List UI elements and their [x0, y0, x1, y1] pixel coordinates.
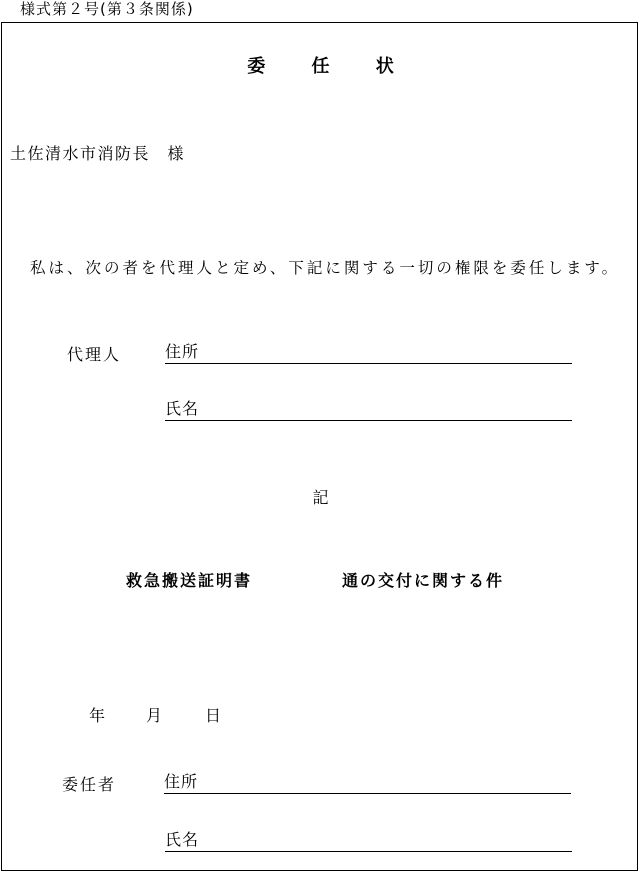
date-day-label: 日 [205, 706, 222, 725]
form-number-label: 様式第２号(第３条関係) [20, 0, 194, 18]
subject-issuance-text: 通の交付に関する件 [342, 571, 505, 590]
date-year-label: 年 [89, 706, 106, 725]
agent-name-field[interactable] [165, 400, 572, 421]
ki-heading: 記 [312, 488, 329, 507]
delegator-address-label: 住所 [164, 772, 199, 791]
agent-label: 代理人 [67, 345, 122, 364]
agent-address-field[interactable] [165, 343, 572, 364]
delegator-name-field[interactable] [165, 831, 572, 852]
delegator-name-label: 氏名 [165, 830, 200, 849]
agent-name-label: 氏名 [165, 399, 200, 418]
addressee: 土佐清水市消防長 様 [10, 144, 186, 163]
subject-document-name: 救急搬送証明書 [126, 571, 253, 590]
delegator-label: 委任者 [62, 775, 117, 794]
delegation-statement: 私は、次の者を代理人と定め、下記に関する一切の権限を委任します。 [30, 259, 621, 277]
document-title: 委 任 状 [247, 56, 414, 77]
delegator-address-field[interactable] [164, 773, 571, 794]
date-month-label: 月 [146, 706, 163, 725]
agent-address-label: 住所 [165, 342, 200, 361]
